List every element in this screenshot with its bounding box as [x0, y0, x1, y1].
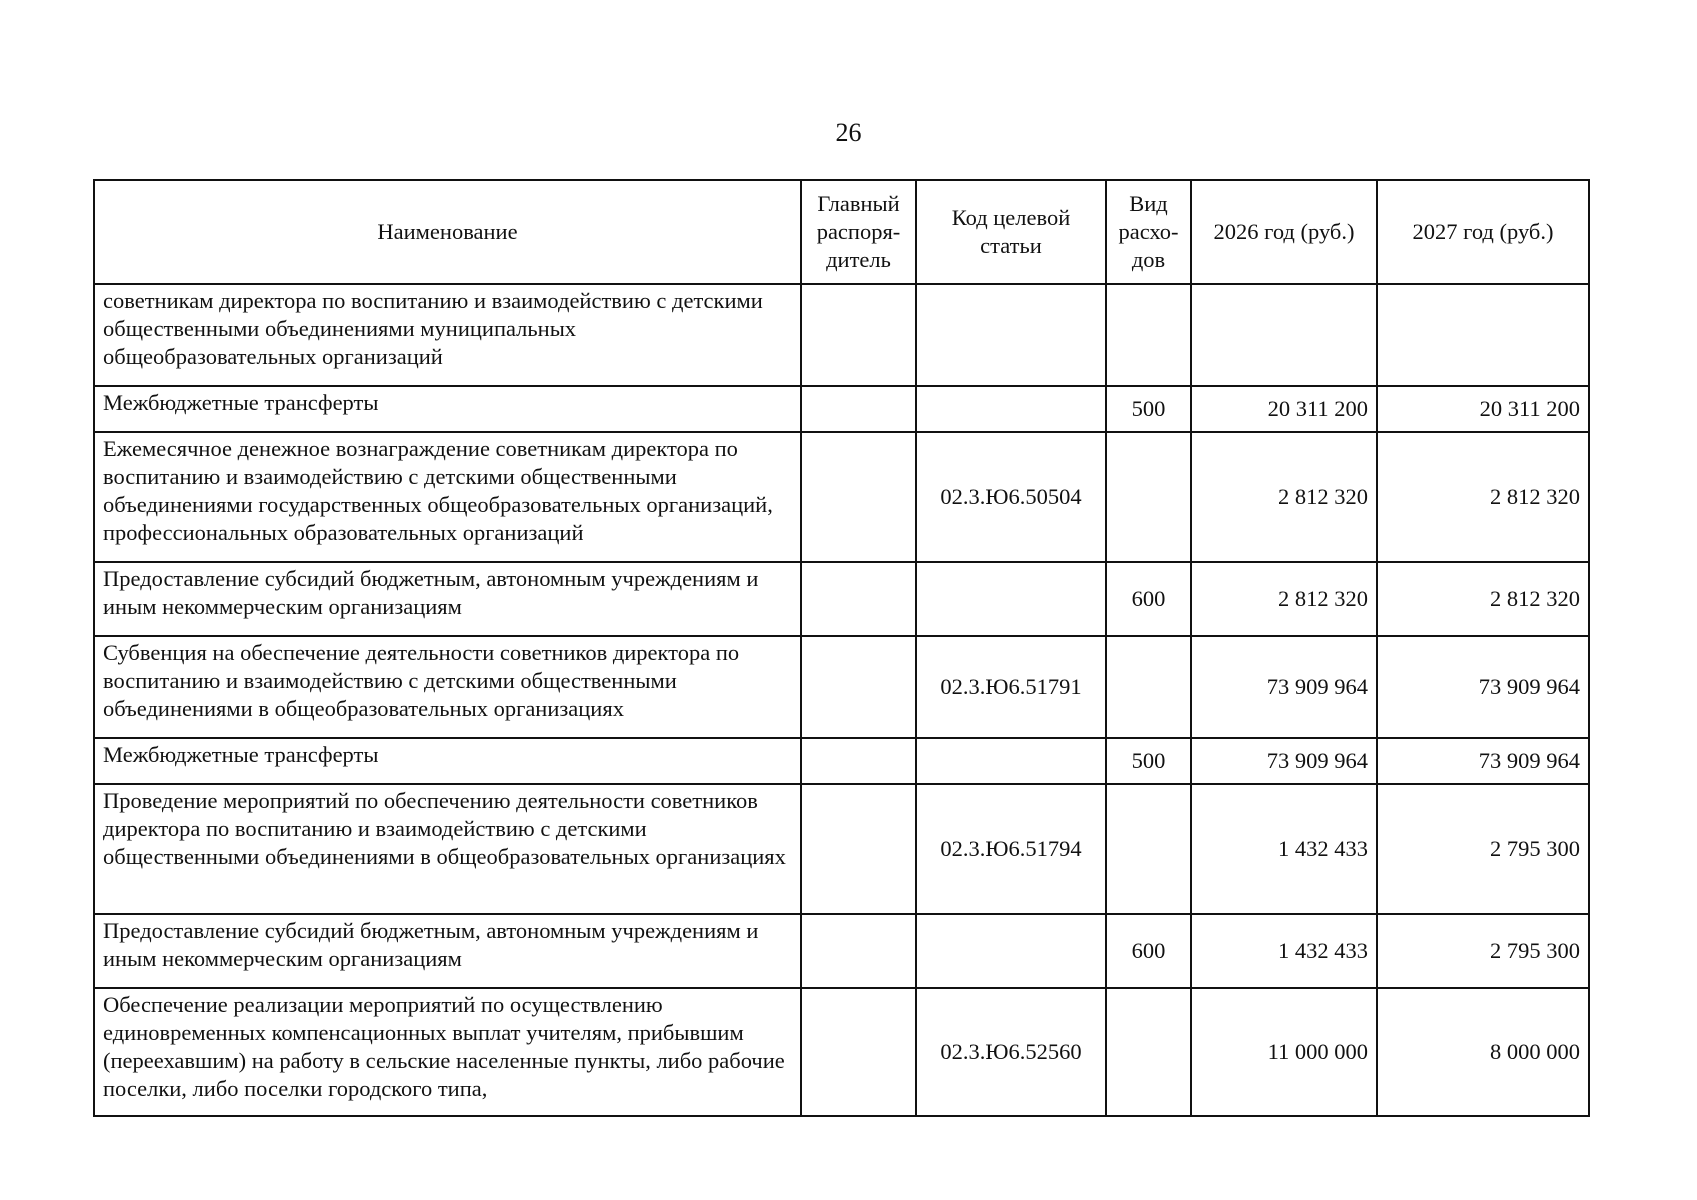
row-name: Проведение мероприятий по обеспечению деятельности советников директора по воспитанию и взаимодействию с детскими общественными объединениями в общеобразовательных организациях	[94, 784, 801, 914]
row-type	[1106, 784, 1191, 914]
table-row	[94, 636, 1589, 738]
row-name: Обеспечение реализации мероприятий по осуществлению единовременных компенсационных выплат учителям, прибывшим (переехавшим) на работу в сельские населенные пункты, либо рабочие поселки, либо поселки городского типа,	[94, 988, 801, 1116]
row-manager	[801, 784, 916, 914]
row-2027: 2 795 300	[1377, 784, 1589, 914]
row-2026: 11 000 000	[1191, 988, 1377, 1116]
row-2027: 2 795 300	[1377, 914, 1589, 988]
row-manager	[801, 738, 916, 784]
row-type: 500	[1106, 738, 1191, 784]
row-2027: 2 812 320	[1377, 562, 1589, 636]
row-manager	[801, 432, 916, 562]
row-2026	[1191, 284, 1377, 386]
row-code: 02.3.Ю6.50504	[916, 432, 1106, 562]
row-name: Предоставление субсидий бюджетным, автономным учреждениям и иным некоммерческим организациям	[94, 562, 801, 636]
row-manager	[801, 988, 916, 1116]
table-row	[94, 432, 1589, 562]
row-2026: 2 812 320	[1191, 562, 1377, 636]
row-manager	[801, 386, 916, 432]
row-code	[916, 386, 1106, 432]
table-row	[94, 914, 1589, 988]
row-name: Предоставление субсидий бюджетным, автономным учреждениям и иным некоммерческим организациям	[94, 914, 801, 988]
header-code: Код целевой статьи	[916, 180, 1106, 284]
row-2026: 20 311 200	[1191, 386, 1377, 432]
row-2027: 73 909 964	[1377, 738, 1589, 784]
row-type	[1106, 432, 1191, 562]
table-row	[94, 784, 1589, 914]
row-2027: 20 311 200	[1377, 386, 1589, 432]
row-code	[916, 562, 1106, 636]
row-code: 02.3.Ю6.51791	[916, 636, 1106, 738]
row-name: Субвенция на обеспечение деятельности советников директора по воспитанию и взаимодействию с детскими общественными объединениями в общеобразовательных организациях	[94, 636, 801, 738]
row-manager	[801, 636, 916, 738]
page-number: 26	[835, 118, 862, 147]
header-2027: 2027 год (руб.)	[1377, 180, 1589, 284]
row-name: Межбюджетные трансферты	[94, 386, 801, 432]
row-name: советникам директора по воспитанию и взаимодействию с детскими общественными объединениями муниципальных общеобразовательных организаций	[94, 284, 801, 386]
row-manager	[801, 284, 916, 386]
header-manager: Главный распоря-дитель	[801, 180, 916, 284]
row-manager	[801, 914, 916, 988]
row-2026: 1 432 433	[1191, 914, 1377, 988]
table-row	[94, 738, 1589, 784]
row-code	[916, 738, 1106, 784]
row-2026: 73 909 964	[1191, 738, 1377, 784]
row-code	[916, 914, 1106, 988]
row-2027: 8 000 000	[1377, 988, 1589, 1116]
row-manager	[801, 562, 916, 636]
row-2026: 73 909 964	[1191, 636, 1377, 738]
row-type: 500	[1106, 386, 1191, 432]
row-type	[1106, 284, 1191, 386]
budget-table	[93, 179, 1590, 1117]
row-name: Ежемесячное денежное вознаграждение советникам директора по воспитанию и взаимодействию с детскими общественными объединениями государственных общеобразовательных организаций, профессиональных образовательных организаций	[94, 432, 801, 562]
row-type: 600	[1106, 562, 1191, 636]
row-type	[1106, 636, 1191, 738]
header-2026: 2026 год (руб.)	[1191, 180, 1377, 284]
table-row	[94, 988, 1589, 1116]
table-row	[94, 562, 1589, 636]
row-code: 02.3.Ю6.51794	[916, 784, 1106, 914]
row-2026: 1 432 433	[1191, 784, 1377, 914]
header-type: Вид расхо-дов	[1106, 180, 1191, 284]
row-2027	[1377, 284, 1589, 386]
row-2027: 2 812 320	[1377, 432, 1589, 562]
row-type: 600	[1106, 914, 1191, 988]
table-row	[94, 284, 1589, 386]
header-name: Наименование	[94, 180, 801, 284]
row-code: 02.3.Ю6.52560	[916, 988, 1106, 1116]
table-header-row	[94, 180, 1589, 284]
row-2026: 2 812 320	[1191, 432, 1377, 562]
row-code	[916, 284, 1106, 386]
row-type	[1106, 988, 1191, 1116]
table-row	[94, 386, 1589, 432]
row-name: Межбюджетные трансферты	[94, 738, 801, 784]
row-2027: 73 909 964	[1377, 636, 1589, 738]
